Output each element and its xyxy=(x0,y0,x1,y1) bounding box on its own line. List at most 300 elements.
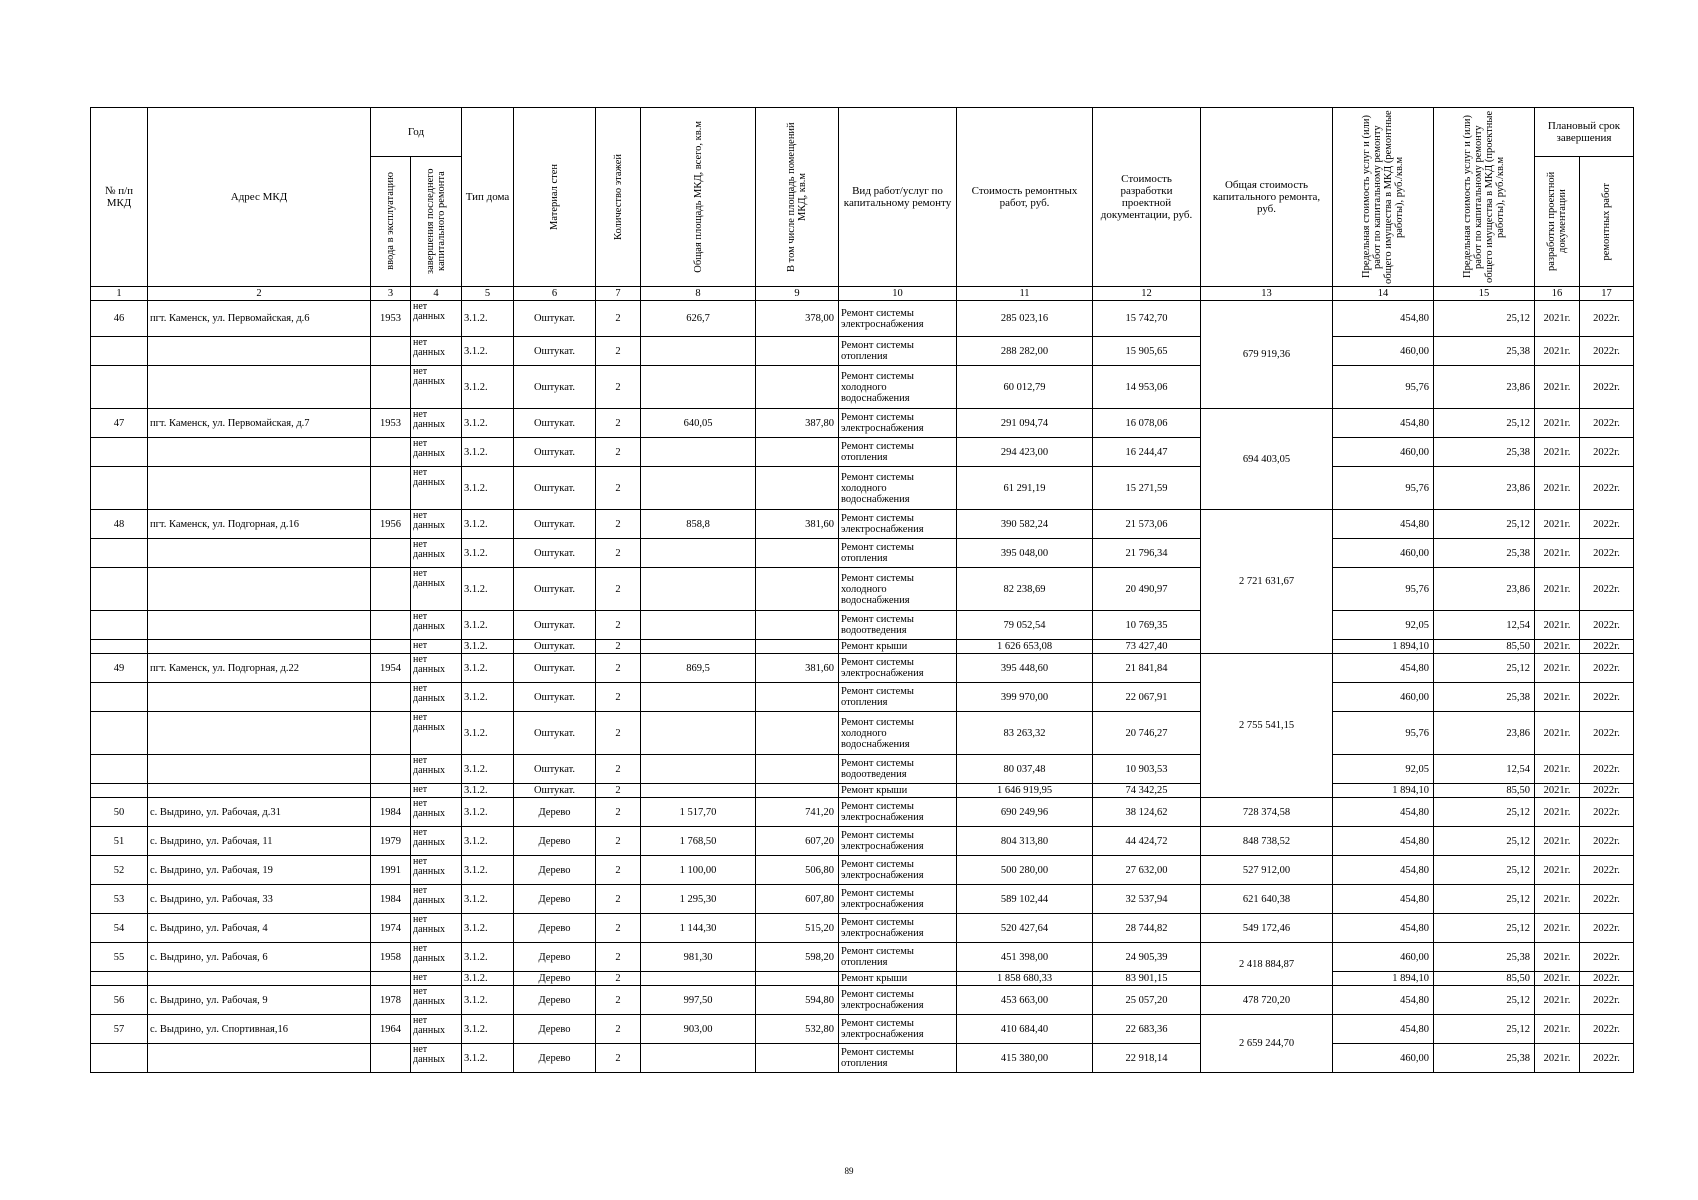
row-limit-repair: 454,80 xyxy=(1333,827,1434,856)
column-number: 7 xyxy=(596,287,641,301)
header-address: Адрес МКД xyxy=(148,108,371,287)
row-repair-deadline: 2022г. xyxy=(1580,1044,1634,1073)
row-address xyxy=(148,683,371,712)
row-floors: 2 xyxy=(596,409,641,438)
row-premises-area xyxy=(756,683,839,712)
row-house-type: 3.1.2. xyxy=(462,438,514,467)
row-design-deadline: 2021г. xyxy=(1535,827,1580,856)
row-repair-cost: 589 102,44 xyxy=(957,885,1093,914)
row-limit-design: 85,50 xyxy=(1434,640,1535,654)
row-repair-cost: 79 052,54 xyxy=(957,611,1093,640)
row-premises-area xyxy=(756,539,839,568)
row-year-last-repair: нет данных xyxy=(411,539,462,568)
row-year-last-repair: нет данных xyxy=(411,438,462,467)
row-floors: 2 xyxy=(596,654,641,683)
row-repair-deadline: 2022г. xyxy=(1580,943,1634,972)
row-work-type: Ремонт системы водоотведения xyxy=(839,755,957,784)
header-wall-material: Материал стен xyxy=(514,108,596,287)
row-work-type: Ремонт системы электроснабжения xyxy=(839,1015,957,1044)
row-premises-area xyxy=(756,568,839,611)
row-floors: 2 xyxy=(596,611,641,640)
column-number: 9 xyxy=(756,287,839,301)
header-premises-area: В том числе площадь помещений МКД, кв.м xyxy=(756,108,839,287)
row-wall-material: Дерево xyxy=(514,885,596,914)
row-wall-material: Дерево xyxy=(514,827,596,856)
row-address: пгт. Каменск, ул. Подгорная, д.16 xyxy=(148,510,371,539)
row-total-area xyxy=(641,539,756,568)
row-year-commissioning: 1974 xyxy=(371,914,411,943)
row-repair-cost: 285 023,16 xyxy=(957,301,1093,337)
table-row xyxy=(91,366,1634,409)
row-house-type: 3.1.2. xyxy=(462,972,514,986)
row-premises-area xyxy=(756,438,839,467)
row-house-type: 3.1.2. xyxy=(462,986,514,1015)
row-address: пгт. Каменск, ул. Первомайская, д.6 xyxy=(148,301,371,337)
row-address xyxy=(148,337,371,366)
row-year-last-repair: нет данных xyxy=(411,755,462,784)
row-design-cost: 16 244,47 xyxy=(1093,438,1201,467)
row-total-cost: 2 659 244,70 xyxy=(1201,1015,1333,1073)
row-work-type: Ремонт системы отопления xyxy=(839,438,957,467)
row-design-cost: 10 769,35 xyxy=(1093,611,1201,640)
header-work-type: Вид работ/услуг по капитальному ремонту xyxy=(839,108,957,287)
row-design-cost: 21 796,34 xyxy=(1093,539,1201,568)
row-repair-cost: 804 313,80 xyxy=(957,827,1093,856)
row-number xyxy=(91,337,148,366)
row-limit-design: 25,12 xyxy=(1434,1015,1535,1044)
row-year-last-repair: нет данных xyxy=(411,467,462,510)
row-premises-area: 515,20 xyxy=(756,914,839,943)
row-number: 54 xyxy=(91,914,148,943)
row-total-cost: 848 738,52 xyxy=(1201,827,1333,856)
row-design-cost: 25 057,20 xyxy=(1093,986,1201,1015)
row-design-deadline: 2021г. xyxy=(1535,1044,1580,1073)
row-premises-area xyxy=(756,366,839,409)
row-premises-area xyxy=(756,337,839,366)
row-design-deadline: 2021г. xyxy=(1535,683,1580,712)
row-repair-cost: 399 970,00 xyxy=(957,683,1093,712)
row-wall-material: Дерево xyxy=(514,1015,596,1044)
row-limit-repair: 454,80 xyxy=(1333,1015,1434,1044)
row-floors: 2 xyxy=(596,683,641,712)
row-total-cost: 527 912,00 xyxy=(1201,856,1333,885)
row-number: 49 xyxy=(91,654,148,683)
row-house-type: 3.1.2. xyxy=(462,568,514,611)
row-work-type: Ремонт системы электроснабжения xyxy=(839,654,957,683)
header-year: Год xyxy=(371,108,462,157)
row-number xyxy=(91,755,148,784)
row-year-last-repair: нет данных xyxy=(411,943,462,972)
row-design-deadline: 2021г. xyxy=(1535,755,1580,784)
row-repair-deadline: 2022г. xyxy=(1580,366,1634,409)
row-floors: 2 xyxy=(596,755,641,784)
row-total-area xyxy=(641,784,756,798)
row-wall-material: Оштукат. xyxy=(514,467,596,510)
row-total-cost: 2 721 631,67 xyxy=(1201,510,1333,654)
row-work-type: Ремонт крыши xyxy=(839,640,957,654)
row-work-type: Ремонт системы электроснабжения xyxy=(839,914,957,943)
row-address xyxy=(148,755,371,784)
row-limit-design: 25,38 xyxy=(1434,539,1535,568)
row-limit-design: 25,38 xyxy=(1434,337,1535,366)
row-house-type: 3.1.2. xyxy=(462,640,514,654)
row-repair-cost: 83 263,32 xyxy=(957,712,1093,755)
row-repair-deadline: 2022г. xyxy=(1580,712,1634,755)
row-design-deadline: 2021г. xyxy=(1535,798,1580,827)
row-year-commissioning: 1958 xyxy=(371,943,411,972)
row-repair-deadline: 2022г. xyxy=(1580,856,1634,885)
row-limit-repair: 454,80 xyxy=(1333,885,1434,914)
row-total-area: 1 517,70 xyxy=(641,798,756,827)
row-year-last-repair: нет данных xyxy=(411,611,462,640)
row-wall-material: Дерево xyxy=(514,914,596,943)
row-repair-deadline: 2022г. xyxy=(1580,611,1634,640)
row-wall-material: Оштукат. xyxy=(514,366,596,409)
row-wall-material: Оштукат. xyxy=(514,654,596,683)
row-address xyxy=(148,438,371,467)
row-number: 57 xyxy=(91,1015,148,1044)
table-row xyxy=(91,986,1634,1015)
row-total-area xyxy=(641,972,756,986)
table-row xyxy=(91,683,1634,712)
row-repair-deadline: 2022г. xyxy=(1580,301,1634,337)
row-repair-deadline: 2022г. xyxy=(1580,539,1634,568)
row-limit-repair: 92,05 xyxy=(1333,611,1434,640)
row-premises-area xyxy=(756,784,839,798)
header-year-commissioning: ввода в эксплуатацию xyxy=(371,156,411,286)
row-limit-design: 23,86 xyxy=(1434,712,1535,755)
row-design-deadline: 2021г. xyxy=(1535,943,1580,972)
row-year-commissioning: 1953 xyxy=(371,409,411,438)
row-year-last-repair: нет данных xyxy=(411,856,462,885)
row-repair-cost: 1 646 919,95 xyxy=(957,784,1093,798)
row-house-type: 3.1.2. xyxy=(462,885,514,914)
row-design-cost: 15 905,65 xyxy=(1093,337,1201,366)
row-wall-material: Оштукат. xyxy=(514,568,596,611)
row-house-type: 3.1.2. xyxy=(462,611,514,640)
header-limit-design: Предельная стоимость услуг и (или) работ по капитальному ремонту общего имущества в МКД (проектные работы), руб./кв.м xyxy=(1434,108,1535,287)
row-total-area: 903,00 xyxy=(641,1015,756,1044)
row-limit-design: 23,86 xyxy=(1434,467,1535,510)
row-limit-design: 12,54 xyxy=(1434,611,1535,640)
row-design-deadline: 2021г. xyxy=(1535,986,1580,1015)
column-number: 2 xyxy=(148,287,371,301)
row-limit-design: 25,12 xyxy=(1434,301,1535,337)
row-design-cost: 10 903,53 xyxy=(1093,755,1201,784)
row-house-type: 3.1.2. xyxy=(462,784,514,798)
page-number: 89 xyxy=(844,1166,854,1176)
row-year-commissioning: 1991 xyxy=(371,856,411,885)
row-work-type: Ремонт системы холодного водоснабжения xyxy=(839,467,957,510)
row-design-cost: 21 573,06 xyxy=(1093,510,1201,539)
row-limit-design: 23,86 xyxy=(1434,366,1535,409)
row-work-type: Ремонт системы электроснабжения xyxy=(839,827,957,856)
row-total-cost: 478 720,20 xyxy=(1201,986,1333,1015)
table-row xyxy=(91,784,1634,798)
row-total-area xyxy=(641,366,756,409)
row-number xyxy=(91,366,148,409)
row-limit-design: 25,12 xyxy=(1434,654,1535,683)
row-limit-design: 12,54 xyxy=(1434,755,1535,784)
row-total-area: 640,05 xyxy=(641,409,756,438)
row-premises-area: 387,80 xyxy=(756,409,839,438)
row-wall-material: Оштукат. xyxy=(514,539,596,568)
row-design-deadline: 2021г. xyxy=(1535,337,1580,366)
table-row xyxy=(91,438,1634,467)
row-year-commissioning xyxy=(371,712,411,755)
row-house-type: 3.1.2. xyxy=(462,467,514,510)
row-address: пгт. Каменск, ул. Первомайская, д.7 xyxy=(148,409,371,438)
row-house-type: 3.1.2. xyxy=(462,301,514,337)
row-number xyxy=(91,539,148,568)
column-number: 11 xyxy=(957,287,1093,301)
row-design-cost: 27 632,00 xyxy=(1093,856,1201,885)
row-repair-deadline: 2022г. xyxy=(1580,409,1634,438)
header-design-cost: Стоимость разработки проектной документации, руб. xyxy=(1093,108,1201,287)
row-total-cost: 549 172,46 xyxy=(1201,914,1333,943)
row-repair-deadline: 2022г. xyxy=(1580,568,1634,611)
row-year-last-repair: нет данных xyxy=(411,654,462,683)
column-number: 15 xyxy=(1434,287,1535,301)
row-work-type: Ремонт системы холодного водоснабжения xyxy=(839,712,957,755)
row-year-last-repair: нет данных xyxy=(411,683,462,712)
row-house-type: 3.1.2. xyxy=(462,539,514,568)
row-total-area: 626,7 xyxy=(641,301,756,337)
header-total-area: Общая площадь МКД, всего, кв.м xyxy=(641,108,756,287)
row-year-commissioning xyxy=(371,539,411,568)
row-design-deadline: 2021г. xyxy=(1535,301,1580,337)
row-year-commissioning: 1978 xyxy=(371,986,411,1015)
table-row xyxy=(91,654,1634,683)
row-premises-area xyxy=(756,972,839,986)
row-wall-material: Оштукат. xyxy=(514,438,596,467)
row-limit-design: 25,38 xyxy=(1434,683,1535,712)
row-limit-repair: 1 894,10 xyxy=(1333,640,1434,654)
row-address xyxy=(148,366,371,409)
header-repair-cost: Стоимость ремонтных работ, руб. xyxy=(957,108,1093,287)
row-repair-deadline: 2022г. xyxy=(1580,827,1634,856)
row-limit-design: 23,86 xyxy=(1434,568,1535,611)
row-house-type: 3.1.2. xyxy=(462,510,514,539)
row-number: 53 xyxy=(91,885,148,914)
row-design-deadline: 2021г. xyxy=(1535,784,1580,798)
row-limit-design: 25,38 xyxy=(1434,943,1535,972)
row-premises-area: 607,20 xyxy=(756,827,839,856)
row-limit-design: 25,12 xyxy=(1434,510,1535,539)
column-number: 6 xyxy=(514,287,596,301)
row-floors: 2 xyxy=(596,1015,641,1044)
row-design-cost: 20 746,27 xyxy=(1093,712,1201,755)
row-limit-repair: 460,00 xyxy=(1333,1044,1434,1073)
row-floors: 2 xyxy=(596,337,641,366)
row-address: с. Выдрино, ул. Рабочая, 6 xyxy=(148,943,371,972)
row-wall-material: Дерево xyxy=(514,798,596,827)
row-number xyxy=(91,438,148,467)
row-year-commissioning xyxy=(371,467,411,510)
row-floors: 2 xyxy=(596,885,641,914)
row-total-area: 997,50 xyxy=(641,986,756,1015)
row-limit-repair: 460,00 xyxy=(1333,337,1434,366)
row-total-area xyxy=(641,438,756,467)
row-floors: 2 xyxy=(596,467,641,510)
row-floors: 2 xyxy=(596,798,641,827)
row-work-type: Ремонт системы водоотведения xyxy=(839,611,957,640)
row-work-type: Ремонт крыши xyxy=(839,972,957,986)
row-year-last-repair: нет данных xyxy=(411,337,462,366)
row-number: 56 xyxy=(91,986,148,1015)
row-repair-deadline: 2022г. xyxy=(1580,798,1634,827)
row-year-commissioning: 1984 xyxy=(371,885,411,914)
row-address: пгт. Каменск, ул. Подгорная, д.22 xyxy=(148,654,371,683)
row-limit-repair: 454,80 xyxy=(1333,798,1434,827)
row-design-deadline: 2021г. xyxy=(1535,539,1580,568)
row-house-type: 3.1.2. xyxy=(462,712,514,755)
row-year-commissioning: 1984 xyxy=(371,798,411,827)
column-number: 12 xyxy=(1093,287,1201,301)
row-design-deadline: 2021г. xyxy=(1535,972,1580,986)
row-number xyxy=(91,467,148,510)
row-repair-cost: 288 282,00 xyxy=(957,337,1093,366)
row-house-type: 3.1.2. xyxy=(462,856,514,885)
row-wall-material: Дерево xyxy=(514,972,596,986)
row-wall-material: Дерево xyxy=(514,986,596,1015)
row-total-cost: 679 919,36 xyxy=(1201,301,1333,409)
header-house-type: Тип дома xyxy=(462,108,514,287)
row-work-type: Ремонт системы электроснабжения xyxy=(839,301,957,337)
row-floors: 2 xyxy=(596,438,641,467)
row-repair-cost: 61 291,19 xyxy=(957,467,1093,510)
row-house-type: 3.1.2. xyxy=(462,943,514,972)
row-floors: 2 xyxy=(596,827,641,856)
row-limit-repair: 454,80 xyxy=(1333,510,1434,539)
row-repair-deadline: 2022г. xyxy=(1580,654,1634,683)
table-row xyxy=(91,755,1634,784)
row-premises-area xyxy=(756,1044,839,1073)
row-total-cost: 728 374,58 xyxy=(1201,798,1333,827)
row-address: с. Выдрино, ул. Рабочая, 4 xyxy=(148,914,371,943)
header-plan-deadline: Плановый срок завершения xyxy=(1535,108,1634,157)
row-design-deadline: 2021г. xyxy=(1535,1015,1580,1044)
row-floors: 2 xyxy=(596,1044,641,1073)
row-design-deadline: 2021г. xyxy=(1535,712,1580,755)
row-limit-design: 25,12 xyxy=(1434,986,1535,1015)
row-number xyxy=(91,972,148,986)
row-design-cost: 22 918,14 xyxy=(1093,1044,1201,1073)
row-work-type: Ремонт системы электроснабжения xyxy=(839,409,957,438)
row-house-type: 3.1.2. xyxy=(462,827,514,856)
row-address xyxy=(148,568,371,611)
row-repair-deadline: 2022г. xyxy=(1580,510,1634,539)
row-repair-deadline: 2022г. xyxy=(1580,1015,1634,1044)
row-year-last-repair: нет данных xyxy=(411,1044,462,1073)
row-number: 55 xyxy=(91,943,148,972)
row-wall-material: Дерево xyxy=(514,1044,596,1073)
column-number-row xyxy=(91,287,1634,301)
row-year-last-repair: нет данных xyxy=(411,986,462,1015)
row-year-commissioning: 1979 xyxy=(371,827,411,856)
row-number: 48 xyxy=(91,510,148,539)
row-year-commissioning xyxy=(371,784,411,798)
row-design-deadline: 2021г. xyxy=(1535,654,1580,683)
header-design-deadline: разработки проектной документации xyxy=(1535,156,1580,286)
row-total-area xyxy=(641,467,756,510)
row-design-cost: 16 078,06 xyxy=(1093,409,1201,438)
row-total-area: 1 100,00 xyxy=(641,856,756,885)
row-address xyxy=(148,467,371,510)
row-wall-material: Оштукат. xyxy=(514,337,596,366)
row-house-type: 3.1.2. xyxy=(462,654,514,683)
row-design-cost: 24 905,39 xyxy=(1093,943,1201,972)
row-limit-repair: 454,80 xyxy=(1333,914,1434,943)
row-wall-material: Дерево xyxy=(514,943,596,972)
table-row xyxy=(91,409,1634,438)
column-number: 5 xyxy=(462,287,514,301)
row-repair-cost: 294 423,00 xyxy=(957,438,1093,467)
column-number: 4 xyxy=(411,287,462,301)
table-row xyxy=(91,568,1634,611)
row-total-area xyxy=(641,683,756,712)
table-row xyxy=(91,337,1634,366)
row-number: 47 xyxy=(91,409,148,438)
row-repair-cost: 395 448,60 xyxy=(957,654,1093,683)
row-design-cost: 21 841,84 xyxy=(1093,654,1201,683)
row-wall-material: Оштукат. xyxy=(514,510,596,539)
row-wall-material: Оштукат. xyxy=(514,755,596,784)
row-total-area xyxy=(641,640,756,654)
row-house-type: 3.1.2. xyxy=(462,1015,514,1044)
row-limit-design: 25,12 xyxy=(1434,827,1535,856)
row-limit-design: 85,50 xyxy=(1434,972,1535,986)
row-work-type: Ремонт системы электроснабжения xyxy=(839,986,957,1015)
table-row xyxy=(91,301,1634,337)
row-design-cost: 28 744,82 xyxy=(1093,914,1201,943)
row-limit-design: 25,12 xyxy=(1434,885,1535,914)
row-year-commissioning xyxy=(371,438,411,467)
row-work-type: Ремонт системы отопления xyxy=(839,539,957,568)
row-work-type: Ремонт крыши xyxy=(839,784,957,798)
column-number: 16 xyxy=(1535,287,1580,301)
row-design-deadline: 2021г. xyxy=(1535,467,1580,510)
row-year-commissioning xyxy=(371,337,411,366)
table-row xyxy=(91,640,1634,654)
row-limit-repair: 454,80 xyxy=(1333,986,1434,1015)
row-design-deadline: 2021г. xyxy=(1535,640,1580,654)
row-limit-repair: 95,76 xyxy=(1333,568,1434,611)
row-repair-cost: 60 012,79 xyxy=(957,366,1093,409)
row-house-type: 3.1.2. xyxy=(462,798,514,827)
row-repair-deadline: 2022г. xyxy=(1580,885,1634,914)
row-repair-cost: 395 048,00 xyxy=(957,539,1093,568)
row-repair-cost: 500 280,00 xyxy=(957,856,1093,885)
row-limit-repair: 95,76 xyxy=(1333,366,1434,409)
row-floors: 2 xyxy=(596,986,641,1015)
row-total-cost: 694 403,05 xyxy=(1201,409,1333,510)
row-number xyxy=(91,640,148,654)
row-year-last-repair: нет данных xyxy=(411,409,462,438)
row-year-last-repair: нет данных xyxy=(411,301,462,337)
header-number: № п/п МКД xyxy=(91,108,148,287)
row-year-commissioning xyxy=(371,366,411,409)
table-row xyxy=(91,1044,1634,1073)
header-floors: Количество этажей xyxy=(596,108,641,287)
row-limit-repair: 460,00 xyxy=(1333,943,1434,972)
row-house-type: 3.1.2. xyxy=(462,755,514,784)
header-year-last-repair: завершения последнего капитального ремонта xyxy=(411,156,462,286)
row-total-area: 1 295,30 xyxy=(641,885,756,914)
column-number: 8 xyxy=(641,287,756,301)
row-year-last-repair: нет xyxy=(411,972,462,986)
row-design-deadline: 2021г. xyxy=(1535,366,1580,409)
